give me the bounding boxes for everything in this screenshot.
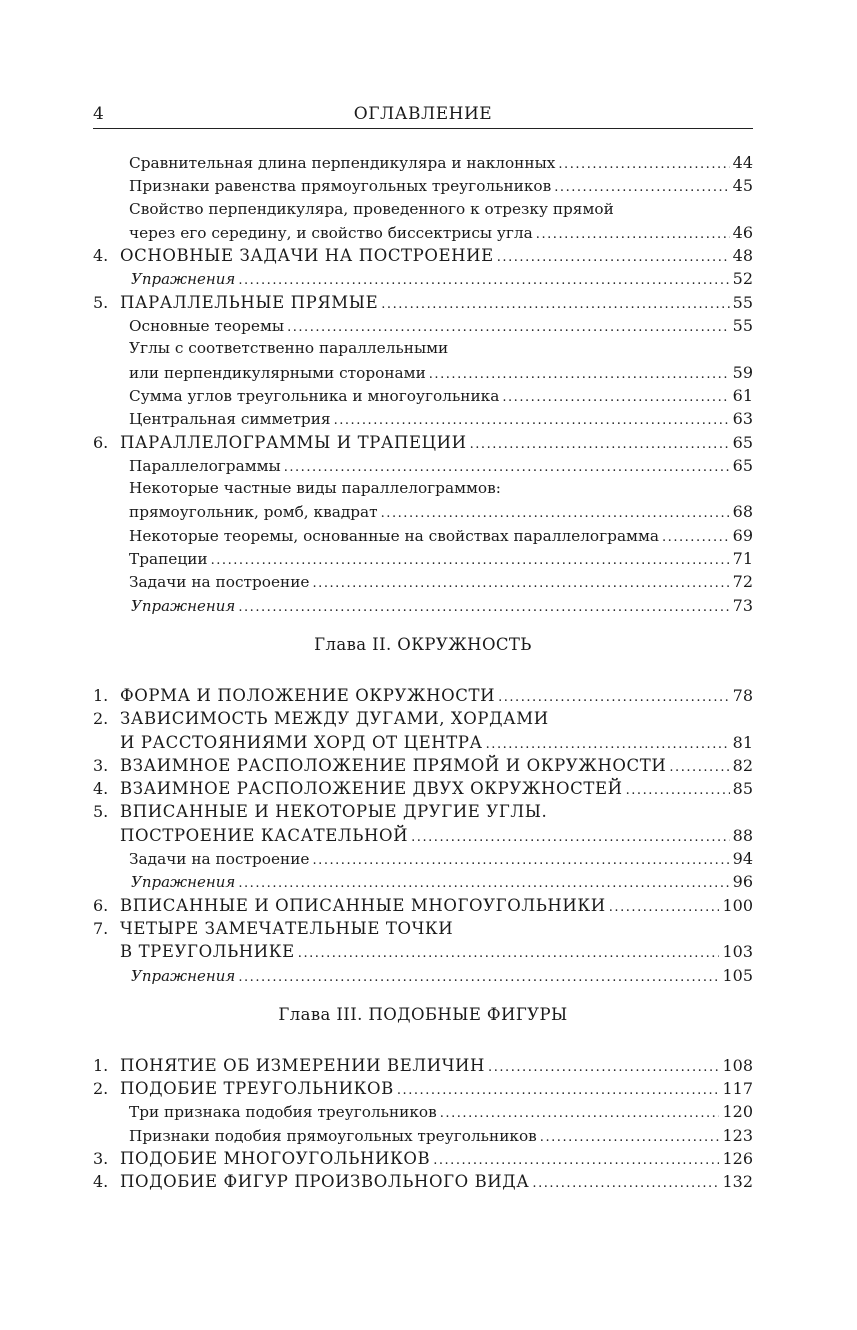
dot-leader bbox=[238, 965, 719, 987]
toc-entry bbox=[93, 731, 753, 754]
toc-entry-title: Упражнения bbox=[131, 873, 236, 892]
toc-entry-line bbox=[120, 431, 753, 454]
toc-entry-line bbox=[129, 477, 753, 500]
toc-entry-title: через его середину, и свойство биссектрисы угла bbox=[129, 223, 533, 242]
dot-leader bbox=[381, 501, 730, 523]
toc-entry-title: В ТРЕУГОЛЬНИКЕ bbox=[120, 942, 295, 962]
dot-leader bbox=[238, 595, 729, 617]
toc-entry bbox=[93, 684, 753, 707]
toc-entry-line bbox=[129, 570, 753, 593]
toc-entry bbox=[93, 917, 753, 940]
toc-entry-title: ВПИСАННЫЕ И ОПИСАННЫЕ МНОГОУГОЛЬНИКИ bbox=[120, 895, 606, 915]
toc-section-chapter-1-continued bbox=[93, 151, 753, 617]
dot-leader bbox=[298, 940, 720, 963]
toc-entry-page: 73 bbox=[732, 595, 753, 615]
toc-entry-page: 55 bbox=[732, 292, 753, 312]
toc-entry-title: Задачи на построение bbox=[129, 850, 310, 869]
toc-entry bbox=[93, 267, 753, 290]
toc-entry-page: 63 bbox=[732, 409, 753, 429]
toc-entry-title: ОСНОВНЫЕ ЗАДАЧИ НА ПОСТРОЕНИЕ bbox=[120, 246, 494, 266]
toc-entry-number: 4. bbox=[93, 779, 109, 799]
page-title: ОГЛАВЛЕНИЕ bbox=[353, 104, 493, 124]
toc-entry-title: Центральная симметрия bbox=[129, 410, 331, 429]
toc-entry-page: 105 bbox=[722, 965, 753, 985]
toc-entry-page: 65 bbox=[732, 455, 753, 475]
toc-entry bbox=[93, 754, 753, 777]
toc-entry-page: 88 bbox=[732, 825, 753, 845]
toc-entry bbox=[93, 431, 753, 454]
toc-entry-line bbox=[120, 1054, 753, 1077]
toc-entry bbox=[93, 477, 753, 500]
dot-leader bbox=[502, 385, 729, 407]
table-of-contents bbox=[93, 151, 753, 1194]
toc-entry-title: Три признака подобия треугольников bbox=[129, 1103, 437, 1122]
dot-leader bbox=[429, 362, 730, 384]
dot-leader bbox=[669, 754, 729, 777]
toc-entry-title: Сумма углов треугольника и многоугольника bbox=[129, 386, 500, 405]
toc-entry-number: 3. bbox=[93, 1148, 109, 1168]
toc-entry-page: 45 bbox=[732, 176, 753, 196]
toc-entry-title: прямоугольник, ромб, квадрат bbox=[129, 503, 378, 522]
dot-leader bbox=[536, 222, 730, 244]
toc-entry bbox=[93, 594, 753, 617]
toc-entry-title: Признаки равенства прямоугольных треугольников bbox=[129, 177, 552, 196]
toc-entry-line bbox=[120, 684, 753, 707]
toc-entry bbox=[93, 777, 753, 800]
toc-entry-title: ПОСТРОЕНИЕ КАСАТЕЛЬНОЙ bbox=[120, 825, 409, 845]
toc-entry-page: 69 bbox=[732, 525, 753, 545]
toc-entry bbox=[93, 198, 753, 221]
dot-leader bbox=[334, 408, 730, 430]
toc-entry bbox=[93, 151, 753, 174]
toc-entry-title: Признаки подобия прямоугольных треугольников bbox=[129, 1126, 537, 1145]
dot-leader bbox=[558, 152, 729, 174]
toc-entry-title: ВЗАИМНОЕ РАСПОЛОЖЕНИЕ ПРЯМОЙ И ОКРУЖНОСТИ bbox=[120, 755, 667, 775]
toc-entry-line bbox=[129, 198, 753, 221]
toc-entry bbox=[93, 244, 753, 267]
toc-entry bbox=[93, 454, 753, 477]
dot-leader bbox=[211, 548, 730, 570]
document-page bbox=[93, 102, 753, 1194]
toc-entry-title: ЗАВИСИМОСТЬ МЕЖДУ ДУГАМИ, ХОРДАМИ bbox=[120, 709, 549, 729]
toc-entry-line bbox=[120, 1077, 753, 1100]
toc-entry-page: 68 bbox=[732, 502, 753, 522]
toc-entry-number: 5. bbox=[93, 292, 109, 312]
chapter-2-heading: Глава II. ОКРУЖНОСТЬ bbox=[314, 634, 532, 654]
toc-entry-page: 132 bbox=[722, 1172, 753, 1192]
toc-entry-page: 120 bbox=[722, 1102, 753, 1122]
toc-entry bbox=[93, 940, 753, 963]
toc-section-chapter-3 bbox=[93, 1054, 753, 1194]
toc-section-chapter-2 bbox=[93, 684, 753, 987]
toc-entry bbox=[93, 1100, 753, 1123]
toc-entry-title: ВЗАИМНОЕ РАСПОЛОЖЕНИЕ ДВУХ ОКРУЖНОСТЕЙ bbox=[120, 779, 623, 799]
toc-entry-number: 2. bbox=[93, 709, 109, 729]
toc-entry-line bbox=[131, 964, 753, 987]
toc-entry-line bbox=[120, 244, 753, 267]
toc-entry bbox=[93, 1170, 753, 1193]
toc-entry-line bbox=[129, 384, 753, 407]
dot-leader bbox=[433, 1147, 719, 1170]
toc-entry-title: Некоторые теоремы, основанные на свойствах параллелограмма bbox=[129, 526, 659, 545]
dot-leader bbox=[312, 848, 729, 870]
dot-leader bbox=[381, 291, 729, 314]
toc-entry-line bbox=[120, 800, 753, 823]
toc-entry-title: или перпендикулярными сторонами bbox=[129, 363, 426, 382]
toc-entry-title: Некоторые частные виды параллелограммов: bbox=[129, 479, 501, 498]
toc-entry bbox=[93, 361, 753, 384]
page-number: 4 bbox=[93, 104, 104, 124]
toc-entry-line bbox=[129, 1100, 753, 1123]
dot-leader bbox=[662, 525, 730, 547]
toc-entry bbox=[93, 407, 753, 430]
dot-leader bbox=[312, 571, 729, 593]
toc-entry-page: 59 bbox=[732, 362, 753, 382]
toc-entry-number: 3. bbox=[93, 755, 109, 775]
toc-entry-number: 4. bbox=[93, 1172, 109, 1192]
running-header bbox=[93, 102, 753, 129]
toc-entry-page: 126 bbox=[722, 1148, 753, 1168]
toc-entry bbox=[93, 174, 753, 197]
toc-entry bbox=[93, 1147, 753, 1170]
toc-entry-line bbox=[131, 870, 753, 893]
toc-entry bbox=[93, 824, 753, 847]
toc-entry-title: ПОДОБИЕ ТРЕУГОЛЬНИКОВ bbox=[120, 1079, 394, 1099]
toc-entry-page: 78 bbox=[732, 685, 753, 705]
toc-entry-number: 6. bbox=[93, 895, 109, 915]
toc-entry bbox=[93, 384, 753, 407]
toc-entry-title: И РАССТОЯНИЯМИ ХОРД ОТ ЦЕНТРА bbox=[120, 732, 483, 752]
toc-entry-line bbox=[129, 361, 753, 384]
dot-leader bbox=[284, 455, 730, 477]
toc-entry-line bbox=[120, 1170, 753, 1193]
toc-entry-number: 4. bbox=[93, 246, 109, 266]
toc-entry-line bbox=[129, 337, 753, 360]
dot-leader bbox=[609, 894, 720, 917]
toc-entry-page: 123 bbox=[722, 1125, 753, 1145]
toc-entry-title: ПОДОБИЕ МНОГОУГОЛЬНИКОВ bbox=[120, 1148, 431, 1168]
toc-entry-line bbox=[129, 1124, 753, 1147]
toc-entry-line bbox=[120, 1147, 753, 1170]
toc-entry-title: Упражнения bbox=[131, 966, 236, 985]
toc-entry-line bbox=[120, 291, 753, 314]
toc-entry bbox=[93, 500, 753, 523]
toc-entry-title: Сравнительная длина перпендикуляра и наклонных bbox=[129, 154, 556, 172]
toc-entry bbox=[93, 221, 753, 244]
toc-entry-page: 55 bbox=[732, 316, 753, 336]
toc-entry bbox=[93, 524, 753, 547]
toc-entry-line bbox=[129, 454, 753, 477]
dot-leader bbox=[497, 244, 730, 267]
toc-entry-number: 1. bbox=[93, 685, 109, 705]
toc-entry-title: ФОРМА И ПОЛОЖЕНИЕ ОКРУЖНОСТИ bbox=[120, 685, 496, 705]
toc-entry-line bbox=[120, 731, 753, 754]
toc-entry bbox=[93, 547, 753, 570]
toc-entry bbox=[93, 570, 753, 593]
toc-entry bbox=[93, 1124, 753, 1147]
toc-entry-page: 103 bbox=[722, 942, 753, 962]
toc-entry-line bbox=[131, 267, 753, 290]
toc-entry-number: 2. bbox=[93, 1079, 109, 1099]
toc-entry-page: 100 bbox=[722, 895, 753, 915]
toc-entry-line bbox=[131, 594, 753, 617]
toc-entry-number: 5. bbox=[93, 802, 109, 822]
toc-entry-title: ВПИСАННЫЕ И НЕКОТОРЫЕ ДРУГИЕ УГЛЫ. bbox=[120, 802, 548, 822]
toc-entry-line bbox=[129, 524, 753, 547]
toc-entry-line bbox=[129, 847, 753, 870]
toc-entry-title: Свойство перпендикуляра, проведенного к отрезку прямой bbox=[129, 199, 614, 218]
dot-leader bbox=[238, 871, 729, 893]
dot-leader bbox=[626, 777, 730, 800]
toc-entry-line bbox=[120, 940, 753, 963]
dot-leader bbox=[498, 684, 730, 707]
toc-entry-line bbox=[120, 894, 753, 917]
toc-entry-title: ЧЕТЫРЕ ЗАМЕЧАТЕЛЬНЫЕ ТОЧКИ bbox=[120, 918, 454, 938]
chapter-3-heading: Глава III. ПОДОБНЫЕ ФИГУРЫ bbox=[278, 1004, 568, 1024]
toc-entry-page: 44 bbox=[732, 153, 753, 172]
toc-entry-title: ПАРАЛЛЕЛОГРАММЫ И ТРАПЕЦИИ bbox=[120, 432, 467, 452]
toc-entry-title: ПОДОБИЕ ФИГУР ПРОИЗВОЛЬНОГО ВИДА bbox=[120, 1172, 530, 1192]
dot-leader bbox=[411, 824, 730, 847]
toc-entry-number: 7. bbox=[93, 918, 109, 938]
toc-entry-number: 6. bbox=[93, 432, 109, 452]
toc-entry-line bbox=[129, 314, 753, 337]
toc-entry-title: Задачи на построение bbox=[129, 573, 310, 592]
toc-entry bbox=[93, 894, 753, 917]
toc-entry-page: 81 bbox=[732, 732, 753, 752]
toc-entry-page: 72 bbox=[732, 572, 753, 592]
toc-entry-page: 61 bbox=[732, 385, 753, 405]
dot-leader bbox=[488, 1054, 719, 1077]
toc-entry bbox=[93, 291, 753, 314]
dot-leader bbox=[554, 175, 729, 197]
toc-entry-line bbox=[129, 174, 753, 197]
toc-entry-line bbox=[129, 151, 753, 174]
toc-entry-line bbox=[120, 754, 753, 777]
toc-entry bbox=[93, 1054, 753, 1077]
toc-entry bbox=[93, 800, 753, 823]
toc-entry bbox=[93, 314, 753, 337]
toc-entry-page: 96 bbox=[732, 872, 753, 892]
toc-entry-page: 82 bbox=[732, 755, 753, 775]
toc-entry-line bbox=[129, 500, 753, 523]
toc-entry-title: Трапеции bbox=[129, 550, 208, 569]
dot-leader bbox=[532, 1170, 719, 1193]
toc-entry bbox=[93, 707, 753, 730]
toc-entry-page: 94 bbox=[732, 849, 753, 869]
toc-entry-line bbox=[120, 707, 753, 730]
toc-entry-number: 1. bbox=[93, 1055, 109, 1075]
dot-leader bbox=[287, 315, 730, 337]
toc-entry-page: 65 bbox=[732, 432, 753, 452]
toc-entry-title: Основные теоремы bbox=[129, 317, 285, 336]
toc-entry-page: 108 bbox=[722, 1055, 753, 1075]
toc-entry-title: Параллелограммы bbox=[129, 456, 281, 475]
toc-entry-line bbox=[120, 824, 753, 847]
toc-entry bbox=[93, 870, 753, 893]
toc-entry-line bbox=[129, 547, 753, 570]
toc-entry bbox=[93, 964, 753, 987]
toc-entry bbox=[93, 1077, 753, 1100]
toc-entry-page: 46 bbox=[732, 222, 753, 242]
dot-leader bbox=[440, 1101, 720, 1123]
toc-entry-page: 85 bbox=[732, 779, 753, 799]
toc-entry-page: 117 bbox=[722, 1079, 753, 1099]
toc-entry-title: ПАРАЛЛЕЛЬНЫЕ ПРЯМЫЕ bbox=[120, 292, 379, 312]
toc-entry-title: ПОНЯТИЕ ОБ ИЗМЕРЕНИИ ВЕЛИЧИН bbox=[120, 1055, 486, 1075]
toc-entry bbox=[93, 847, 753, 870]
toc-entry-page: 52 bbox=[732, 269, 753, 289]
toc-entry-title: Упражнения bbox=[131, 596, 236, 615]
toc-entry-line bbox=[129, 221, 753, 244]
toc-entry-line bbox=[129, 407, 753, 430]
toc-entry-title: Упражнения bbox=[131, 270, 236, 289]
dot-leader bbox=[540, 1125, 720, 1147]
toc-entry-line bbox=[120, 777, 753, 800]
toc-entry-page: 48 bbox=[732, 246, 753, 266]
dot-leader bbox=[470, 431, 730, 454]
dot-leader bbox=[397, 1077, 720, 1100]
toc-entry-title: Углы с соответственно параллельными bbox=[129, 339, 449, 358]
dot-leader bbox=[238, 268, 729, 290]
toc-entry-page: 71 bbox=[732, 549, 753, 569]
toc-entry-line bbox=[120, 917, 753, 940]
dot-leader bbox=[486, 731, 730, 754]
toc-entry bbox=[93, 337, 753, 360]
